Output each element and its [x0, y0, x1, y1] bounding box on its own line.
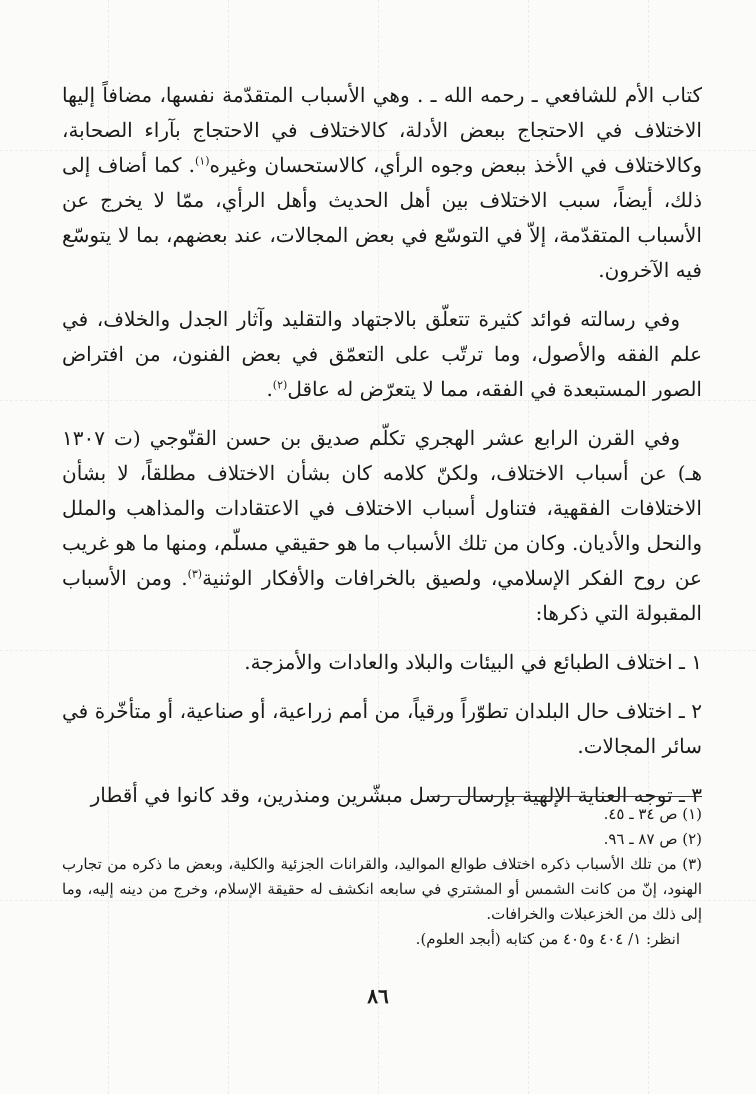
footnote-divider — [430, 796, 702, 797]
list-item: ١ ـ اختلاف الطبائع في البيئات والبلاد والعادات والأمزجة. — [244, 650, 702, 674]
paragraph-text: وفي رسالته فوائد كثيرة تتعلّق بالاجتهاد والتقليد وآثار الجدل والخلاف، في علم الفقه والأصول، وما ترتّب على التعمّق في بعض الفنون، من افتراض الصور المستبعدة في الفقه، مما لا يتعرّض له عاقل — [62, 307, 703, 401]
footnote-3: (٣) من تلك الأسباب ذكره اختلاف طوالع المواليد، والقرانات الجزئية والكلية، وبعض ما ذكره من تجارب الهنود، إنّ من كانت الشمس أو المشتري في سابعه انكشف له حقيقة الإسلام، وخرج من دينه إليه، وما إلى ذلك من الخزعبلات والخرافات. — [62, 855, 702, 923]
paragraph-text: كتاب الأم للشافعي ـ رحمه الله ـ . وهي الأسباب المتقدّمة نفسها، مضافاً إليها الاختلاف في الاحتجاج ببعض الأدلة، كالاختلاف في الاحتجاج بآراء الصحابة، وكالاختلاف في الأخذ ببعض وجوه الرأي، كالاستحسان وغيره — [62, 83, 703, 177]
footnote-ref[interactable]: (٣) — [187, 567, 203, 581]
footnote-ref[interactable]: (٢) — [272, 378, 288, 392]
list-item: ٢ ـ اختلاف حال البلدان تطوّراً ورقياً، من أمم زراعية، أو صناعية، أو متأخّرة في سائر المجالات. — [62, 699, 702, 758]
footnote-1: (١) ص ٣٤ ـ ٤٥. — [603, 805, 702, 823]
footnotes — [62, 802, 702, 952]
footnote-3-reference: انظر: ١/ ٤٠٤ و٤٠٥ من كتابه (أبجد العلوم). — [415, 930, 680, 948]
paragraph-text: . ومن الأسباب المقبولة التي ذكرها: — [62, 566, 702, 625]
paragraph — [62, 421, 702, 631]
list-item: ٣ ـ توجه العناية الإلهية بإرسال رسل مبشّرين ومنذرين، وقد كانوا في أقطار — [90, 783, 702, 807]
paragraph-text: . كما أضاف إلى ذلك، أيضاً، سبب الاختلاف بين أهل الحديث وأهل الرأي، ممّا لا يخرج عن الأسباب المتقدّمة، إلاّ في التوسّع في بعض المجالات، عند بعضهم، بما لا يتوسّع فيه الآخرون. — [62, 153, 702, 282]
footnote-ref[interactable]: (١) — [194, 154, 210, 168]
paragraph-text: وفي القرن الرابع عشر الهجري تكلّم صديق بن حسن القنّوجي (ت ١٣٠٧ هـ) عن أسباب الاختلاف، ولكنّ كلامه كان بشأن الاختلاف مطلقاً، لا بشأن الاختلافات الفقهية، فتناول أسباب الاختلاف في الاعتقادات والمذاهب والملل والنحل والأديان. وكان من تلك الأسباب ما هو حقيقي مسلّم، ومنها ما هو غريب عن روح الفكر الإسلامي، ولصيق بالخرافات والأفكار الوثنية — [62, 426, 702, 590]
paragraph-text: . — [266, 377, 273, 401]
paragraph — [62, 302, 702, 407]
page-number: ٨٦ — [367, 984, 389, 1008]
main-text — [62, 78, 702, 827]
footnote-2: (٢) ص ٨٧ ـ ٩٦. — [603, 830, 702, 848]
paragraph — [62, 78, 702, 288]
